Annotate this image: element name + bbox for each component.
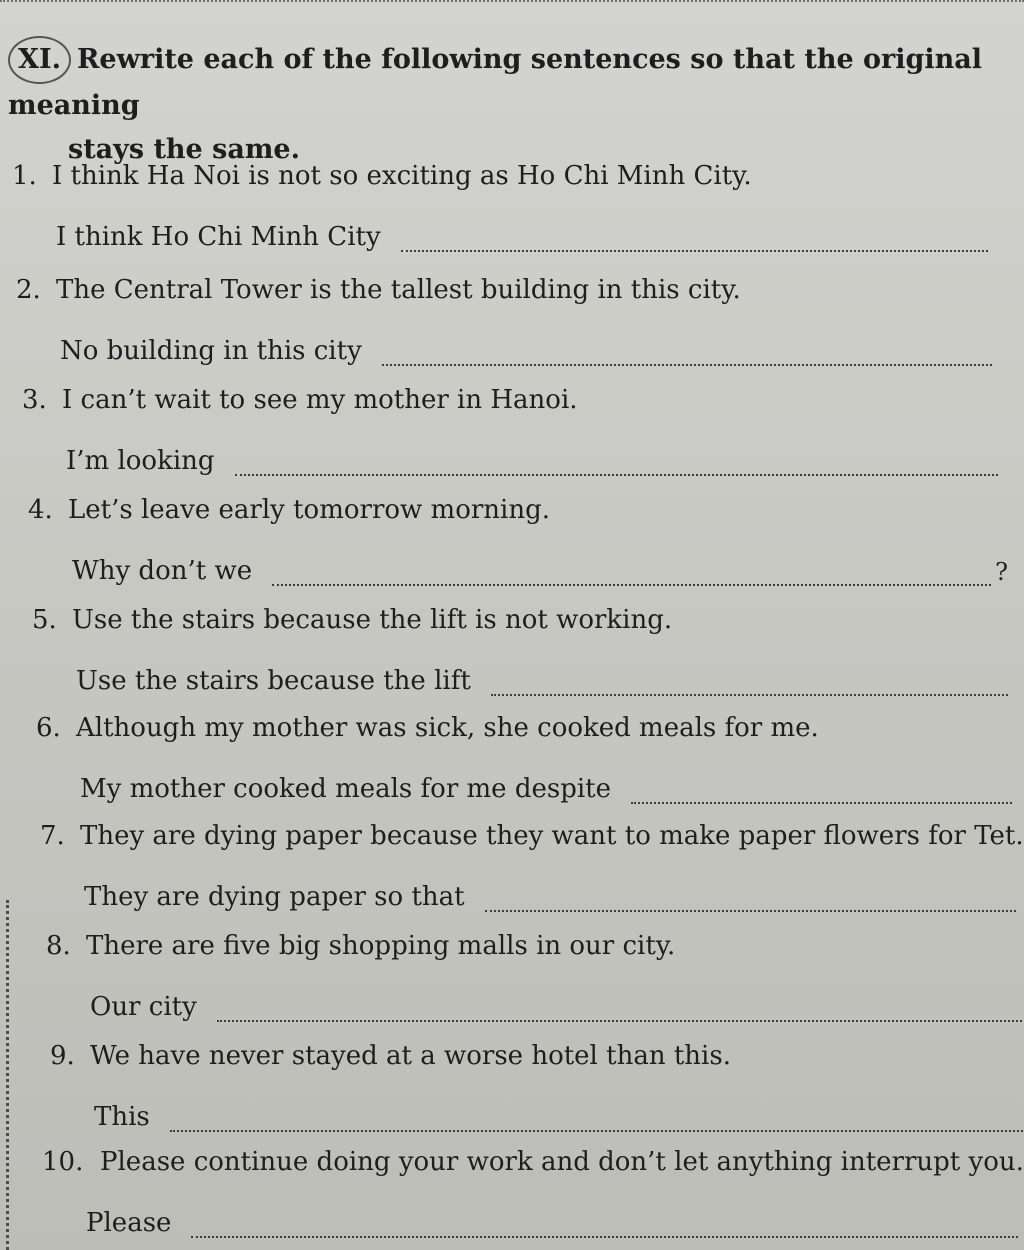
exercise-item-10	[42, 1142, 1022, 1238]
answer-blank[interactable]	[382, 340, 992, 366]
rewrite-prompt: They are dying paper so that	[84, 882, 465, 912]
rewrite-prompt: Please	[86, 1208, 172, 1238]
item-number: 9.	[50, 1041, 75, 1071]
original-sentence	[42, 1142, 1022, 1182]
rewrite-prompt: Use the stairs because the lift	[76, 666, 471, 696]
sentence-text: There are five big shopping malls in our city.	[86, 931, 676, 961]
rewrite-line	[28, 540, 1008, 586]
rewrite-prompt: This	[94, 1102, 150, 1132]
original-sentence	[50, 1036, 1024, 1076]
rewrite-line	[36, 758, 1016, 804]
instruction-line-2: stays the same.	[68, 134, 300, 165]
answer-blank[interactable]	[170, 1106, 1024, 1132]
exercise-item-6	[36, 708, 1016, 804]
rewrite-line	[22, 430, 1002, 476]
exercise-item-3	[22, 380, 1002, 476]
sentence-text: I think Ha Noi is not so exciting as Ho Chi Minh City.	[52, 161, 752, 191]
exercise-label: XI.	[8, 36, 71, 84]
original-sentence	[40, 816, 1024, 856]
exercise-item-9	[50, 1036, 1024, 1132]
exercise-item-7	[40, 816, 1024, 912]
answer-blank[interactable]	[217, 996, 1022, 1022]
end-mark: ?	[995, 558, 1008, 586]
item-number: 7.	[40, 821, 65, 851]
rewrite-line	[40, 866, 1020, 912]
answer-blank[interactable]	[235, 450, 998, 476]
top-dotted-border	[0, 0, 1024, 6]
sentence-text: Use the stairs because the lift is not working.	[72, 605, 673, 635]
exercise-item-1	[12, 156, 992, 252]
original-sentence	[22, 380, 1002, 420]
original-sentence	[12, 156, 992, 196]
rewrite-prompt: Why don’t we	[72, 556, 253, 586]
left-dotted-border	[6, 900, 9, 1250]
sentence-text: Although my mother was sick, she cooked meals for me.	[76, 713, 819, 743]
original-sentence	[28, 490, 1008, 530]
rewrite-prompt: Our city	[90, 992, 197, 1022]
sentence-text: Let’s leave early tomorrow morning.	[68, 495, 550, 525]
rewrite-line	[50, 1086, 1024, 1132]
exercise-item-2	[16, 270, 996, 366]
rewrite-prompt: I think Ho Chi Minh City	[56, 222, 381, 252]
original-sentence	[32, 600, 1012, 640]
sentence-text: The Central Tower is the tallest building in this city.	[56, 275, 741, 305]
rewrite-prompt: No building in this city	[60, 336, 362, 366]
exercise-item-4	[28, 490, 1008, 586]
rewrite-prompt: My mother cooked meals for me despite	[80, 774, 611, 804]
rewrite-prompt: I’m looking	[66, 446, 215, 476]
answer-blank[interactable]	[491, 670, 1008, 696]
item-number: 6.	[36, 713, 61, 743]
answer-blank[interactable]	[401, 226, 988, 252]
exercise-item-8	[46, 926, 1024, 1022]
original-sentence	[16, 270, 996, 310]
exercise-item-5	[32, 600, 1012, 696]
item-number: 5.	[32, 605, 57, 635]
original-sentence	[46, 926, 1024, 966]
original-sentence	[36, 708, 1016, 748]
item-number: 3.	[22, 385, 47, 415]
rewrite-line	[32, 650, 1012, 696]
sentence-text: Please continue doing your work and don’t let anything interrupt you.	[100, 1147, 1024, 1177]
answer-blank[interactable]	[272, 560, 991, 586]
item-number: 2.	[16, 275, 41, 305]
item-number: 10.	[42, 1147, 84, 1177]
rewrite-line	[16, 320, 996, 366]
exercise-heading	[8, 36, 998, 172]
sentence-text: They are dying paper because they want to make paper flowers for Tet.	[80, 821, 1024, 851]
sentence-text: We have never stayed at a worse hotel than this.	[90, 1041, 731, 1071]
item-number: 1.	[12, 161, 37, 191]
sentence-text: I can’t wait to see my mother in Hanoi.	[62, 385, 578, 415]
instruction-line-1: Rewrite each of the following sentences so that the original meaning	[8, 44, 983, 121]
answer-blank[interactable]	[631, 778, 1012, 804]
item-number: 8.	[46, 931, 71, 961]
answer-blank[interactable]	[191, 1212, 1018, 1238]
answer-blank[interactable]	[485, 886, 1016, 912]
rewrite-line	[42, 1192, 1022, 1238]
item-number: 4.	[28, 495, 53, 525]
rewrite-line	[12, 206, 992, 252]
rewrite-line	[46, 976, 1024, 1022]
